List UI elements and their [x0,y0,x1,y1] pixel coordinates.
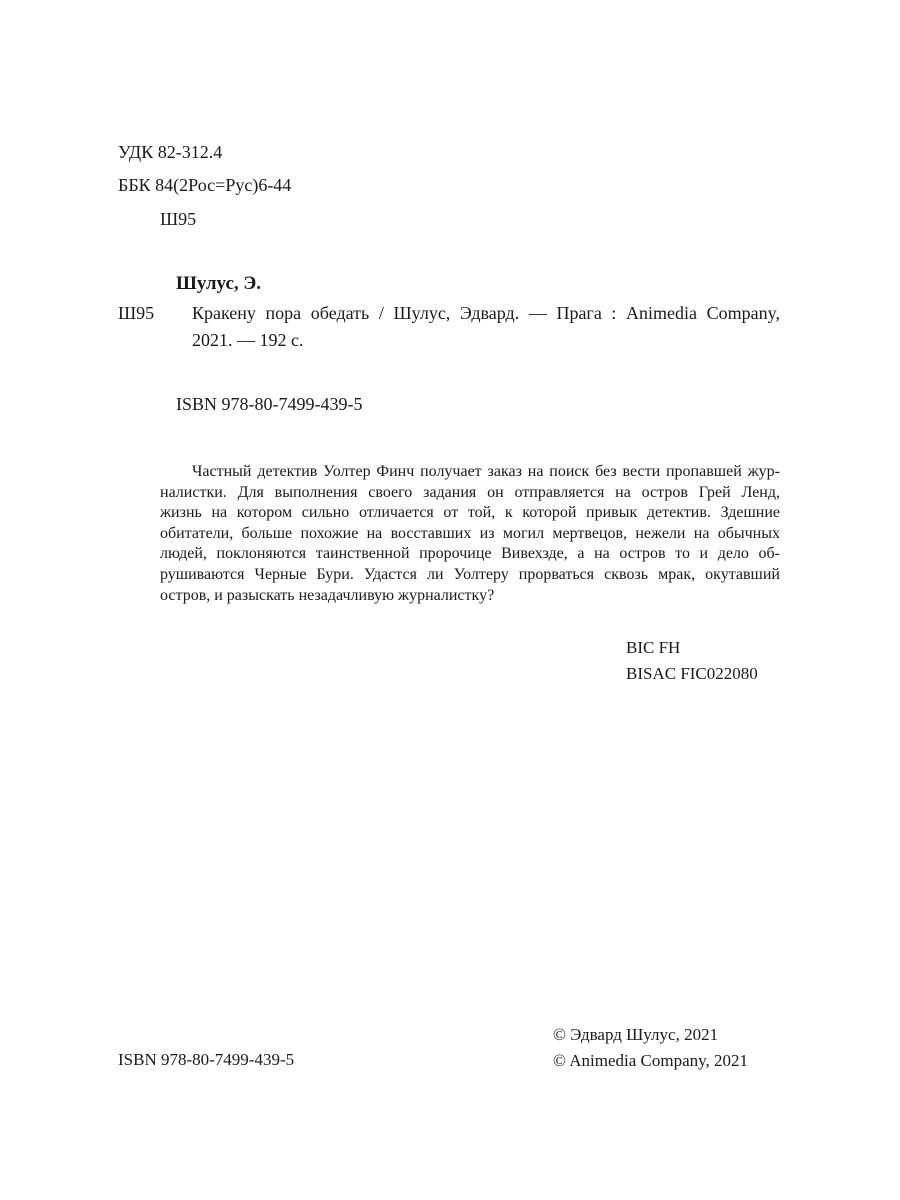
copyright-author: © Эдвард Шулус, 2021 [553,1025,719,1044]
annotation-line: жизнь на котором сильно отличается от той, к которой привык детектив. Здешние [160,504,780,522]
annotation-line: налистки. Для выполнения своего задания он отправляется на остров Грей Ленд, [160,483,780,501]
record-title-line-2: 2021. — 192 с. [192,330,304,350]
footer-isbn: ISBN 978-80-7499-439-5 [118,1050,295,1069]
bic-code: BIC FH [626,638,681,657]
annotation-line: людей, поклоняются таинственной пророчице Вивехздe, а на остров то и дело об- [160,545,780,563]
copyright-publisher: © Animedia Company, 2021 [553,1051,749,1070]
annotation-line: рушиваются Черные Бури. Удастся ли Уолтеру прорваться сквозь мрак, окутавший [160,565,780,583]
record-author-mark: Ш95 [118,303,155,323]
record-author: Шулус, Э. [176,273,262,294]
annotation-line: остров, и разыскать незадачливую журналистку? [160,586,495,604]
bisac-code: BISAC FIC022080 [626,664,758,683]
annotation-line: Частный детектив Уолтер Финч получает заказ на поиск без вести пропавшей жур- [192,463,780,480]
udk-code: УДК 82-312.4 [118,142,223,162]
author-mark: Ш95 [160,209,197,229]
record-isbn: ISBN 978-80-7499-439-5 [176,394,363,414]
bbk-code: ББК 84(2Рос=Рус)6-44 [118,175,292,195]
annotation-line: обитатели, больше похожие на восставших из могил мертвецов, нежели на обычных [160,524,780,542]
annotation [160,462,780,606]
record-title-line-1: Кракену пора обедать / Шулус, Эдвард. — Прага : Animedia Company, [192,303,780,323]
